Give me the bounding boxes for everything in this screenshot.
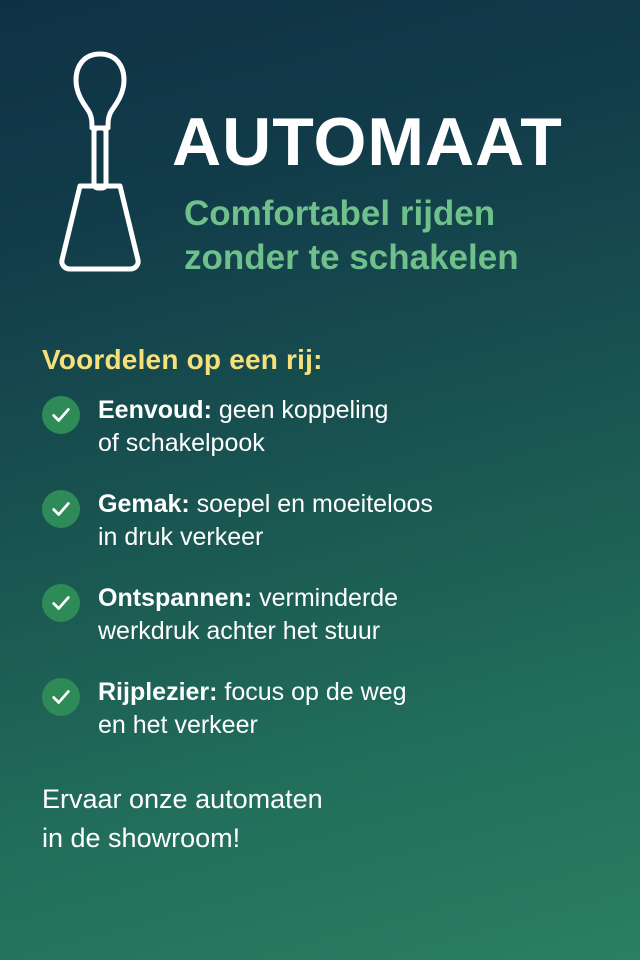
title-block (172, 104, 610, 280)
subtitle-line-1: Comfortabel rijden (184, 194, 496, 233)
list-item (42, 676, 606, 742)
benefit-line-1 (98, 488, 606, 521)
gear-shifter-icon (40, 46, 160, 276)
benefit-line-2: en het verkeer (98, 711, 258, 739)
benefit-line-2: of schakelpook (98, 429, 265, 457)
list-item (42, 582, 606, 648)
poster-header (34, 38, 610, 308)
benefit-rest: geen koppeling (211, 396, 389, 424)
benefit-text (98, 582, 606, 648)
benefit-line-1 (98, 394, 606, 427)
benefit-line-2: werkdruk achter het stuur (98, 617, 381, 645)
check-icon (42, 490, 80, 528)
benefit-lead: Gemak: (98, 490, 190, 518)
benefit-rest: verminderde (252, 584, 399, 612)
benefit-line-1 (98, 676, 606, 709)
check-icon (42, 396, 80, 434)
benefit-rest: focus op de weg (217, 678, 407, 706)
poster-footer (42, 780, 606, 858)
check-icon (42, 678, 80, 716)
subtitle-line-2: zonder te schakelen (184, 237, 519, 277)
list-item (42, 394, 606, 460)
list-item (42, 488, 606, 554)
page-subtitle (184, 192, 564, 280)
benefit-line-2: in druk verkeer (98, 523, 264, 551)
benefit-text (98, 394, 606, 460)
benefits-heading: Voordelen op een rij: (42, 344, 323, 375)
benefit-lead: Eenvoud: (98, 396, 212, 424)
benefit-lead: Rijplezier: (98, 678, 218, 706)
benefit-text (98, 488, 606, 554)
benefit-rest: soepel en moeiteloos (189, 490, 433, 518)
benefit-text (98, 676, 606, 742)
page-title: AUTOMAAT (172, 104, 563, 180)
benefit-lead: Ontspannen: (98, 584, 253, 612)
footer-line-2: in de showroom! (42, 823, 241, 854)
benefit-line-1 (98, 582, 606, 615)
check-icon (42, 584, 80, 622)
footer-line-1: Ervaar onze automaten (42, 784, 323, 814)
benefits-list (42, 394, 606, 770)
